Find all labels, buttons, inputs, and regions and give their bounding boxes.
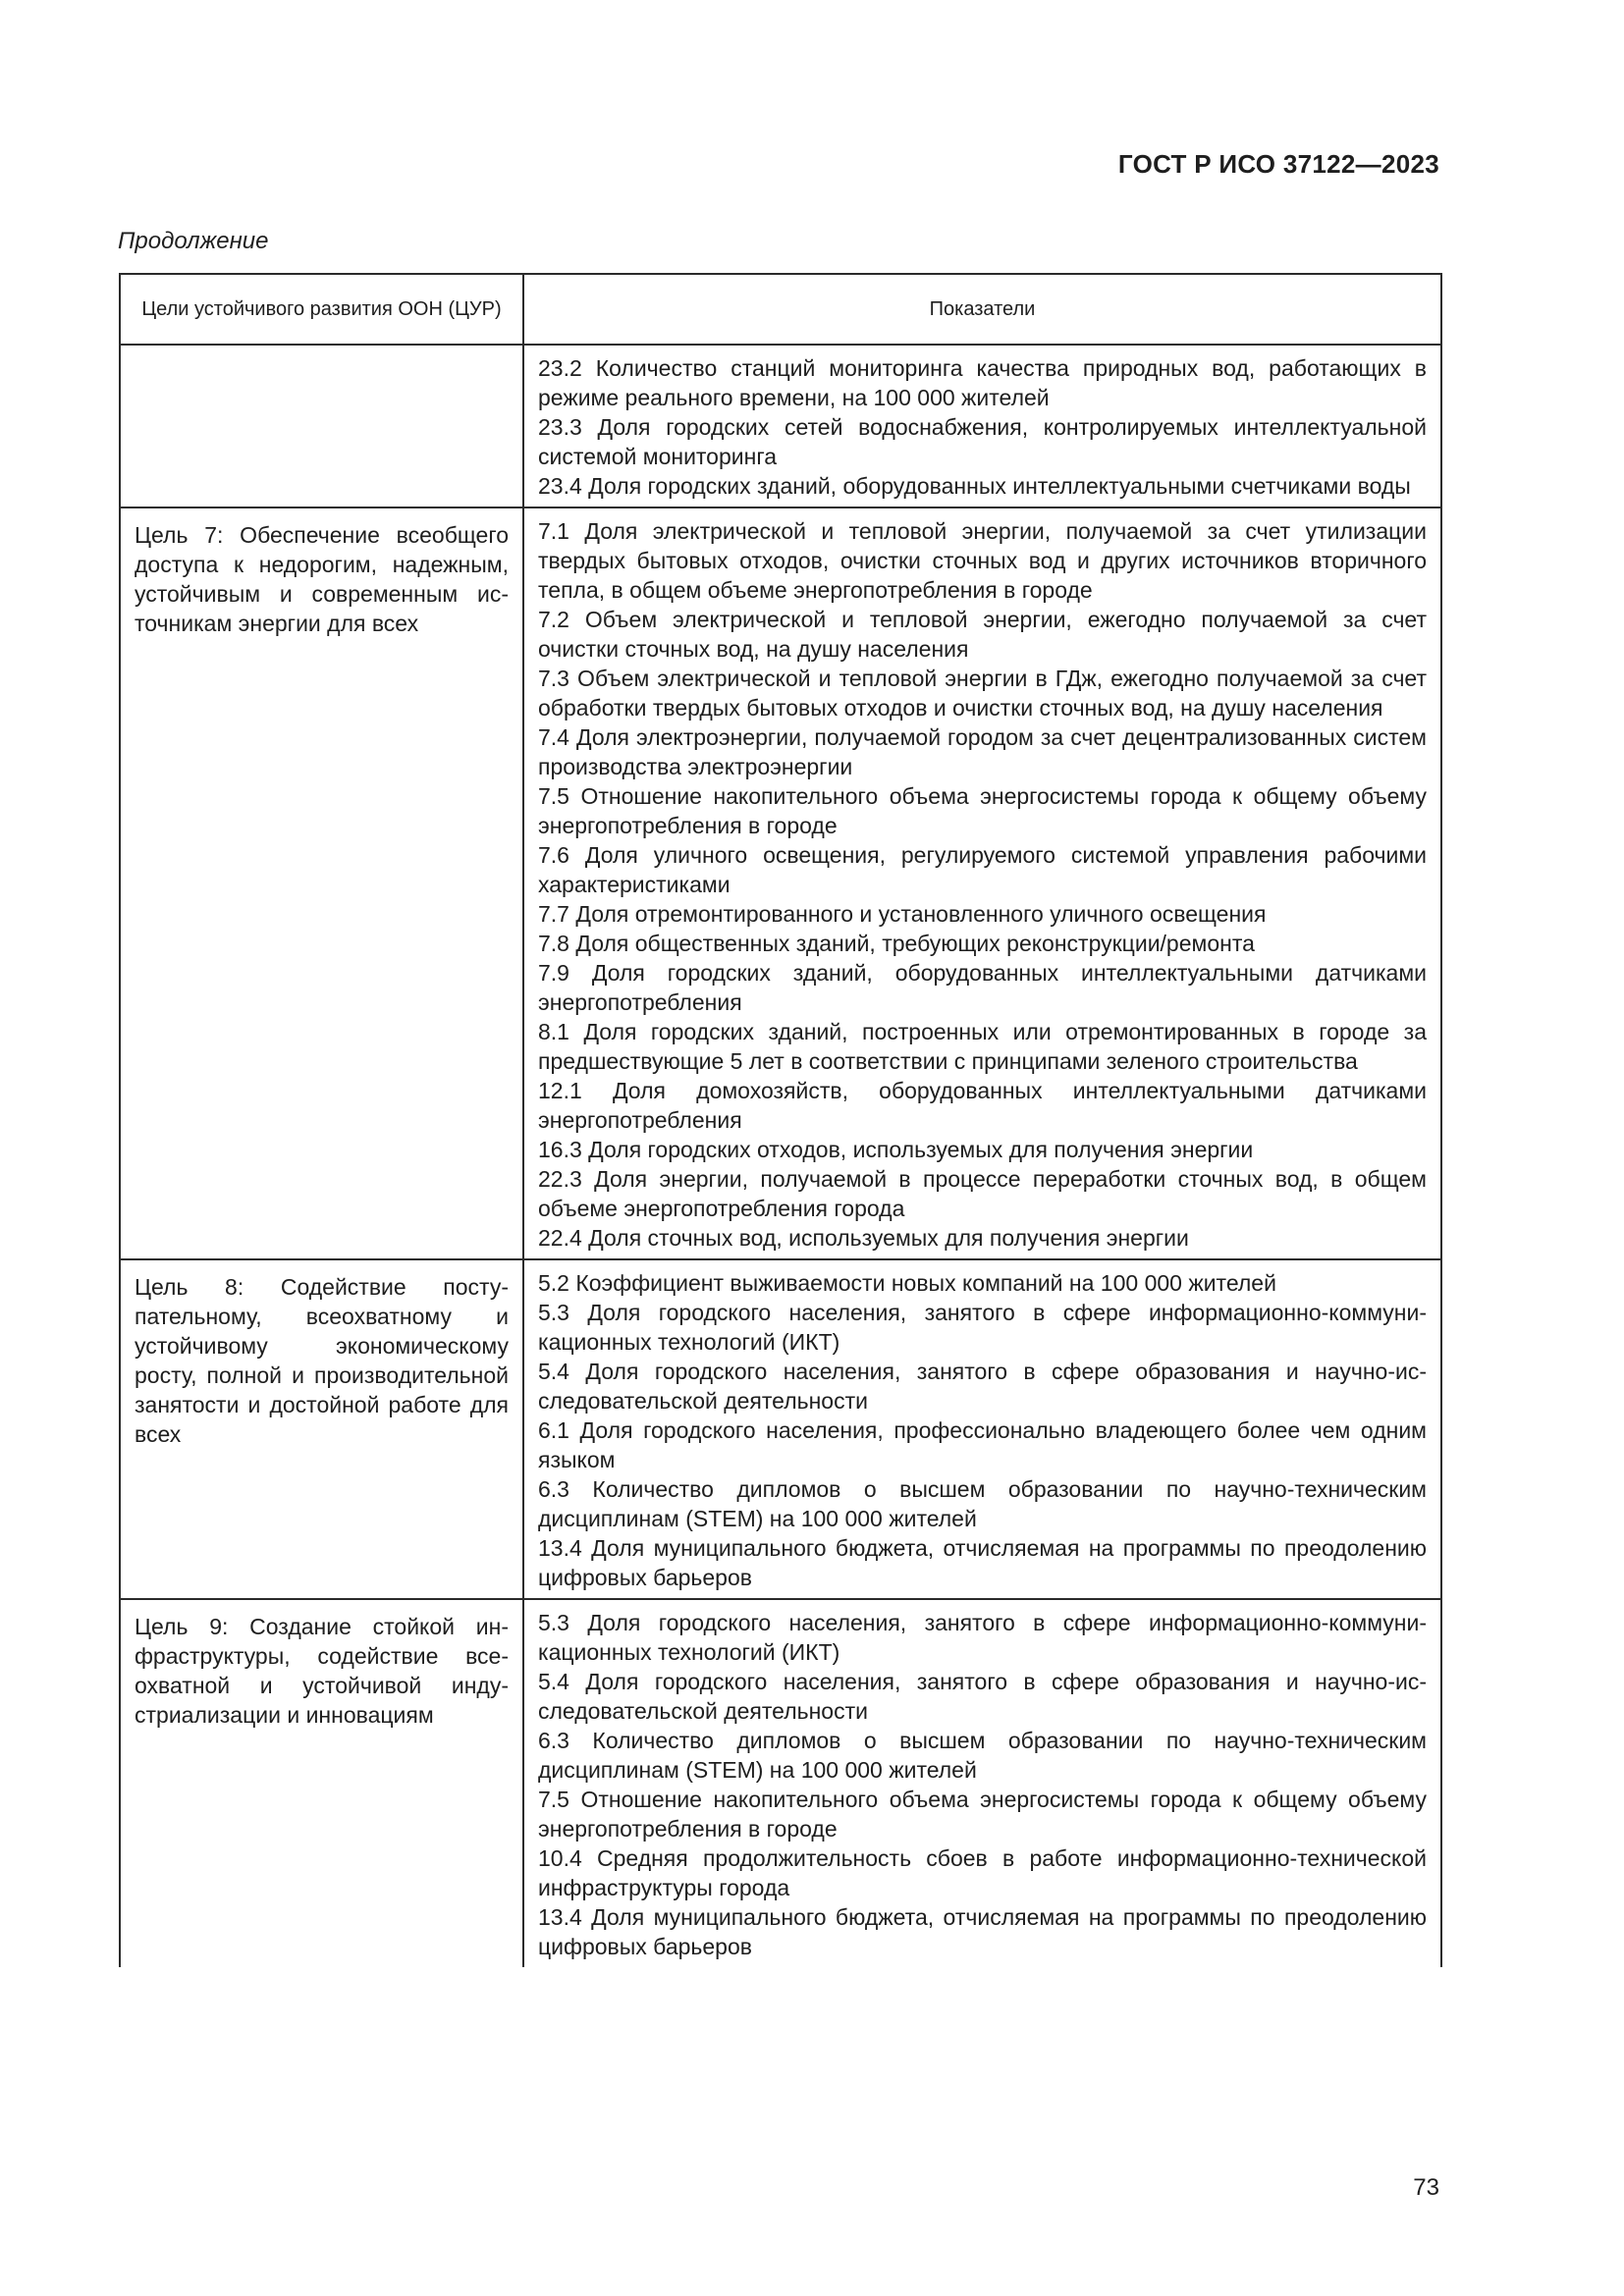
indicator-item: 22.3 Доля энергии, получаемой в процессе переработки сточных вод, в общем объеме энергопотребления города [538,1166,1427,1221]
column-header-indicators: Показатели [523,274,1441,345]
indicator-item: 7.5 Отношение накопительного объема энергосистемы города к общему объему энергопотребления в городе [538,1787,1427,1842]
indicator-item: 5.3 Доля городского населения, занятого в сфере информационно-коммуникационных технологий (ИКТ) [538,1610,1427,1665]
indicator-item: 7.5 Отношение накопительного объема энергосистемы города к общему объему энергопотребления в городе [538,783,1427,838]
table-header-row [120,274,1441,345]
indicator-list [524,1260,1440,1598]
indicator-list [524,346,1440,507]
indicator-item: 7.7 Доля отремонтированного и установленного уличного освещения [538,901,1267,927]
indicator-item: 23.2 Количество станций мониторинга качества природных вод, работающих в режиме реального времени, на 100 000 жителей [538,355,1427,410]
goal-text: Цель 8: Содействие поступательному, всеохватному и устойчивому экономическому росту, полной и производительной занятости и достойной работе для всех [135,1274,509,1447]
indicator-item: 23.4 Доля городских зданий, оборудованных интеллектуальными счетчиками воды [538,473,1411,499]
indicator-item: 7.3 Объем электрической и тепловой энергии в ГДж, ежегодно получаемой за счет обработки твердых бытовых отходов и очистки сточных вод, на душу населения [538,666,1427,721]
goal-cell [120,1599,523,1967]
indicator-item: 23.3 Доля городских сетей водоснабжения, контролируемых интеллектуальной системой мониторинга [538,414,1427,469]
indicator-item: 5.2 Коэффициент выживаемости новых компаний на 100 000 жителей [538,1270,1276,1296]
table-row [120,1599,1441,1967]
indicators-cell [523,507,1441,1259]
indicator-item: 5.3 Доля городского населения, занятого в сфере информационно-коммуникационных технологий (ИКТ) [538,1300,1427,1355]
indicator-list [524,508,1440,1258]
indicator-item: 13.4 Доля муниципального бюджета, отчисляемая на программы по преодолению цифровых барьеров [538,1535,1427,1590]
goal-cell [120,507,523,1259]
indicator-item: 7.8 Доля общественных зданий, требующих реконструкции/ремонта [538,931,1255,956]
indicator-item: 7.1 Доля электрической и тепловой энергии, получаемой за счет утилизации твердых бытовых отходов, очистки сточных вод и других источников вторичного тепла, в общем объеме энергопотребления в городе [538,518,1427,603]
goal-text: Цель 9: Создание стойкой инфраструктуры, содействие всеохватной и устойчивой индустриализации и инновациям [135,1614,509,1728]
indicator-item: 6.3 Количество дипломов о высшем образовании по научно-техническим дисциплинам (STEM) на 100 000 жителей [538,1476,1427,1531]
standard-id: ГОСТ Р ИСО 37122—2023 [1117,149,1439,179]
table-row [120,1259,1441,1599]
goal-cell [120,345,523,507]
indicator-item: 22.4 Доля сточных вод, используемых для получения энергии [538,1225,1189,1251]
indicator-item: 5.4 Доля городского населения, занятого в сфере образования и научно-исследовательской деятельности [538,1359,1427,1414]
indicator-item: 7.9 Доля городских зданий, оборудованных интеллектуальными датчиками энергопотребления [538,960,1427,1015]
indicator-item: 6.1 Доля городского населения, профессионально владеющего более чем одним языком [538,1417,1427,1472]
goal-cell [120,1259,523,1599]
goal-text [121,346,522,365]
indicator-item: 7.6 Доля уличного освещения, регулируемого системой управления рабочими характеристиками [538,842,1427,897]
indicator-item: 12.1 Доля домохозяйств, оборудованных интеллектуальными датчиками энергопотребления [538,1078,1427,1133]
indicator-item: 7.2 Объем электрической и тепловой энергии, ежегодно получаемой за счет очистки сточных вод, на душу населения [538,607,1427,662]
indicator-item: 10.4 Средняя продолжительность сбоев в работе информационно-технической инфраструктуры города [538,1845,1427,1900]
table-row [120,507,1441,1259]
indicators-table [119,273,1442,1967]
indicator-item: 5.4 Доля городского населения, занятого в сфере образования и научно-исследовательской деятельности [538,1669,1427,1724]
indicator-item: 7.4 Доля электроэнергии, получаемой городом за счет децентрализованных систем производства электроэнергии [538,724,1427,779]
indicator-item: 6.3 Количество дипломов о высшем образовании по научно-техническим дисциплинам (STEM) на 100 000 жителей [538,1728,1427,1783]
page-number: 73 [1413,2174,1439,2201]
continuation-label: Продолжение [118,228,269,254]
indicators-cell [523,345,1441,507]
table-row [120,345,1441,507]
column-header-goals: Цели устойчивого развития ООН (ЦУР) [120,274,523,345]
indicators-cell [523,1599,1441,1967]
indicator-item: 16.3 Доля городских отходов, используемых для получения энергии [538,1137,1254,1162]
indicator-list [524,1600,1440,1967]
indicator-item: 13.4 Доля муниципального бюджета, отчисляемая на программы по преодолению цифровых барьеров [538,1904,1427,1959]
indicators-cell [523,1259,1441,1599]
indicator-item: 8.1 Доля городских зданий, построенных или отремонтированных в городе за предшествующие 5 лет в соответствии с принципами зеленого строительства [538,1019,1427,1074]
goal-text: Цель 7: Обеспечение всеобщего доступа к недорогим, надежным, устойчивым и современным источникам энергии для всех [135,522,509,636]
